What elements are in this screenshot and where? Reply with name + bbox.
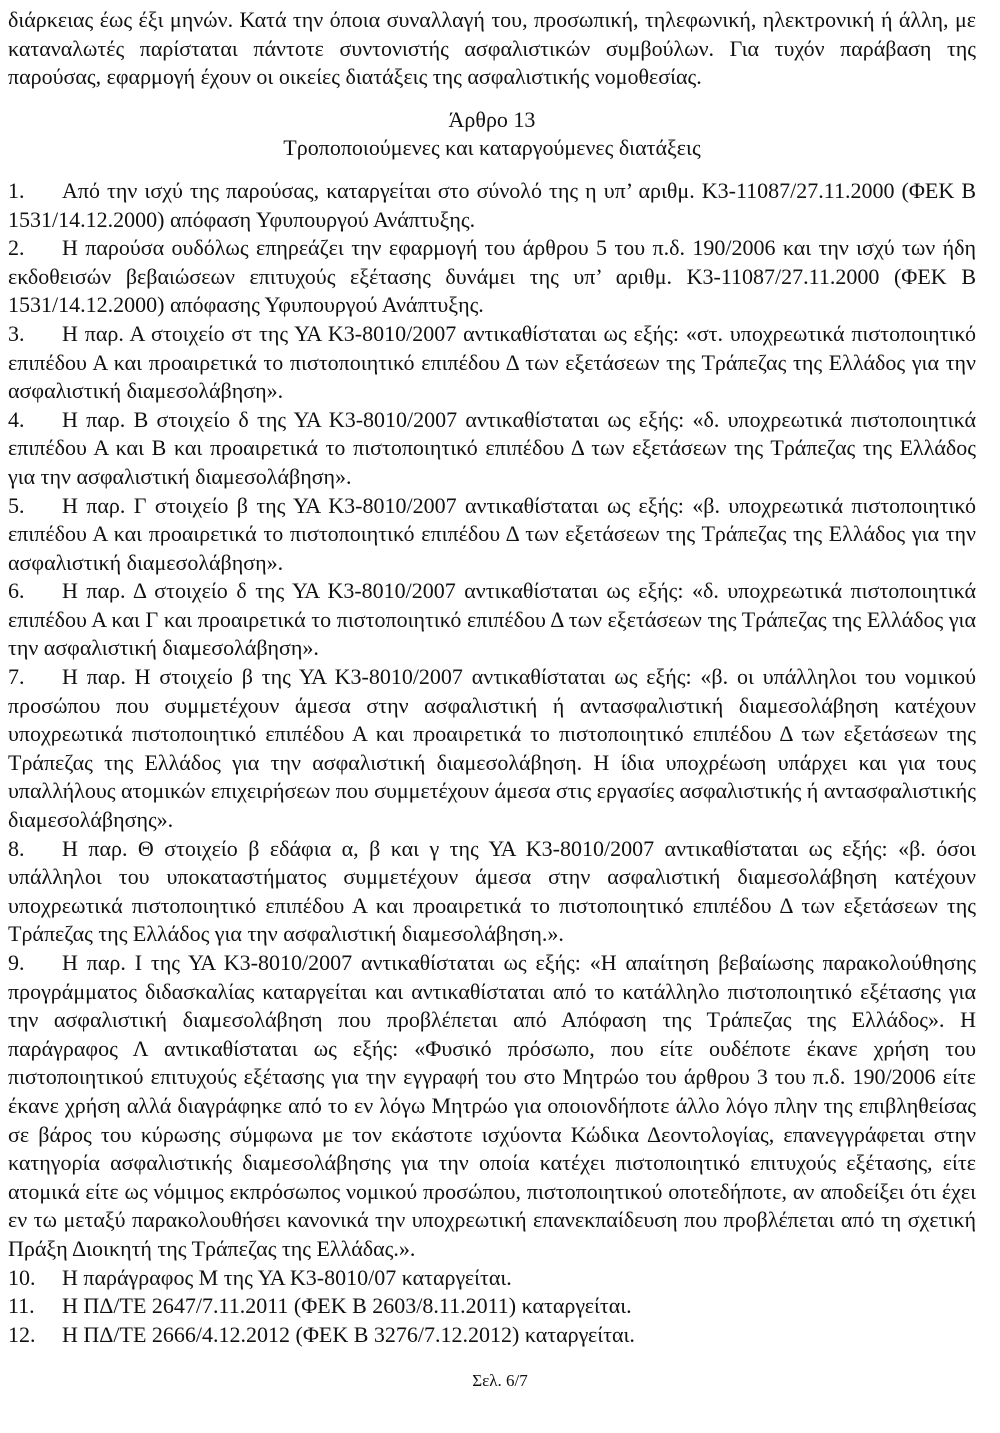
item-number: 2. <box>8 235 25 261</box>
article-items <box>8 177 976 1349</box>
item-number: 8. <box>8 835 25 861</box>
document-page <box>8 0 976 1349</box>
list-item <box>8 492 976 578</box>
item-text: Η ΠΔ/ΤΕ 2666/4.12.2012 (ΦΕΚ Β 3276/7.12.2012) καταργείται. <box>62 1321 635 1347</box>
page-number: Σελ. 6/7 <box>472 1371 528 1390</box>
list-item <box>8 406 976 492</box>
list-item <box>8 577 976 663</box>
list-item <box>8 835 976 949</box>
list-item <box>8 1264 976 1293</box>
item-number: 3. <box>8 320 25 346</box>
item-text: Η παρ. Θ στοιχείο β εδάφια α, β και γ της ΥΑ Κ3-8010/2007 αντικαθίσταται ως εξής: «β. όσοι υπάλληλοι του υποκαταστήματος συμμετέχουν άμεσα στην ασφαλιστική διαμεσολάβηση κατέχουν υποχρεωτικά πιστοποιητικό επιπέδου Α και προαιρετικά το πιστοποιητικό επιπέδου Δ των εξετάσεων της Τράπεζας της Ελλάδος για την ασφαλιστική διαμεσολάβηση.». <box>8 835 976 947</box>
item-text: Η ΠΔ/ΤΕ 2647/7.11.2011 (ΦΕΚ Β 2603/8.11.2011) καταργείται. <box>62 1293 632 1319</box>
list-item <box>8 663 976 835</box>
item-text: Η παρ. Δ στοιχείο δ της ΥΑ Κ3-8010/2007 αντικαθίσταται ως εξής: «δ. υποχρεωτικά πιστοποιητικά επιπέδου Α και Γ και προαιρετικά το πιστοποιητικό επιπέδου Δ των εξετάσεων της Τράπεζας της Ελλάδος για την ασφαλιστική διαμεσολάβηση». <box>8 578 976 661</box>
list-item <box>8 949 976 1264</box>
item-number: 7. <box>8 664 25 690</box>
item-text: Η παρ. Η στοιχείο β της ΥΑ Κ3-8010/2007 αντικαθίσταται ως εξής: «β. οι υπάλληλοι του νομικού προσώπου που συμμετέχουν άμεσα στην ασφαλιστική ή αντασφαλιστική διαμεσολάβηση κατέχουν υποχρεωτικά πιστοποιητικό επιπέδου Α και προαιρετικά το πιστοποιητικό επιπέδου Δ των εξετάσεων της Τράπεζας της Ελλάδος για την ασφαλιστική διαμεσολάβηση. Η ίδια υποχρέωση υπάρχει και για τους υπαλλήλους ατομικών επιχειρήσεων που συμμετέχουν άμεσα στις εργασίες ασφαλιστικής ή αντασφαλιστικής διαμεσολάβησης». <box>8 664 976 833</box>
item-number: 5. <box>8 492 25 518</box>
item-number: 10. <box>8 1264 36 1290</box>
item-number: 6. <box>8 578 25 604</box>
item-text: Η παρ. Γ στοιχείο β της ΥΑ Κ3-8010/2007 αντικαθίσταται ως εξής: «β. υποχρεωτικά πιστοποιητικό επιπέδου Α και προαιρετικά το πιστοποιητικό επιπέδου Δ των εξετάσεων της Τράπεζας της Ελλάδος για την ασφαλιστική διαμεσολάβηση». <box>8 492 976 575</box>
item-number: 12. <box>8 1321 36 1347</box>
item-text: Η παρούσα ουδόλως επηρεάζει την εφαρμογή του άρθρου 5 του π.δ. 190/2006 και την ισχύ των ήδη εκδοθεισών βεβαιώσεων επιτυχούς εξέτασης δυνάμει της υπ’ αριθμ. Κ3-11087/27.11.2000 (ΦΕΚ Β 1531/14.12.2000) απόφασης Υφυπουργού Ανάπτυξης. <box>8 235 976 318</box>
item-text: Η παρ. Β στοιχείο δ της ΥΑ Κ3-8010/2007 αντικαθίσταται ως εξής: «δ. υποχρεωτικά πιστοποιητικά επιπέδου Α και Β και προαιρετικά το πιστοποιητικό επιπέδου Δ των εξετάσεων της Τράπεζας της Ελλάδος για την ασφαλιστική διαμεσολάβηση». <box>8 406 976 489</box>
list-item <box>8 1321 976 1350</box>
intro-paragraph: διάρκειας έως έξι μηνών. Κατά την όποια συναλλαγή του, προσωπική, τηλεφωνική, ηλεκτρονική ή άλλη, με καταναλωτές παρίσταται πάντοτε συντονιστής ασφαλιστικών συμβούλων. Για τυχόν παράβαση της παρούσας, εφαρμογή έχουν οι οικείες διατάξεις της ασφαλιστικής νομοθεσίας. <box>8 7 976 90</box>
item-number: 9. <box>8 950 25 975</box>
item-text: Η παρ. Α στοιχείο στ της ΥΑ Κ3-8010/2007 αντικαθίσταται ως εξής: «στ. υποχρεωτικά πιστοποιητικό επιπέδου Α και προαιρετικά το πιστοποιητικό επιπέδου Δ των εξετάσεων της Τράπεζας της Ελλάδος για την ασφαλιστική διαμεσολάβηση». <box>8 320 976 404</box>
item-number: 4. <box>8 406 25 432</box>
item-number: 11. <box>8 1293 35 1319</box>
item-text: Η παρ. Ι της ΥΑ Κ3-8010/2007 αντικαθίσταται ως εξής: «Η απαίτηση βεβαίωσης παρακολούθησης προγράμματος διδασκαλίας καταργείται και αντικαθίσταται από το κατάλληλο πιστοποιητικό εξέτασης για την ασφαλιστική διαμεσολάβηση που προβλέπεται από Απόφαση της Τράπεζας της Ελλάδος». Η παράγραφος Λ αντικαθίσταται ως εξής: «Φυσικό πρόσωπο, που είτε ουδέποτε έκανε χρήση του πιστοποιητικού επιτυχούς εξέτασης για την εγγραφή του στο Μητρώο του άρθρου 3 του π.δ. 190/2006 είτε έκανε χρήση αλλά διαγράφηκε από το εν λόγω Μητρώο για οποιονδήποτε άλλο λόγο πλην της επιβληθείσας σε βάρος του κύρωσης σύμφωνα με τον εκάστοτε ισχύοντα Κώδικα Δεοντολογίας, επανεγγράφεται στην κατηγορία ασφαλιστικής διαμεσολάβησης για την οποία κατέχει πιστοποιητικό επιτυχούς εξέτασης, είτε ατομικά είτε ως νόμιμος εκπρόσωπος νομικού προσώπου, πιστοποιητικού οποτεδήποτε, αν αποδείξει ότι έχει εν τω μεταξύ παρακολουθήσει κανονικά την υποχρεωτική επανεκπαίδευση που προβλέπεται από τη σχετική Πράξη Διοικητή της Τράπεζας της Ελλάδας.». <box>8 950 976 1261</box>
item-number: 1. <box>8 177 25 203</box>
list-item <box>8 177 976 234</box>
article-number: Άρθρο 13 <box>448 106 536 132</box>
item-text: Από την ισχύ της παρούσας, καταργείται στο σύνολό της η υπ’ αριθμ. Κ3-11087/27.11.2000 (ΦΕΚ Β 1531/14.12.2000) απόφαση Υφυπουργού Ανάπτυξης. <box>8 177 976 232</box>
item-text: Η παράγραφος Μ της ΥΑ Κ3-8010/07 καταργείται. <box>62 1264 512 1290</box>
list-item <box>8 1292 976 1321</box>
list-item <box>8 234 976 320</box>
list-item <box>8 320 976 406</box>
article-title: Τροποποιούμενες και καταργούμενες διατάξεις <box>283 135 701 161</box>
article-heading <box>8 106 976 163</box>
